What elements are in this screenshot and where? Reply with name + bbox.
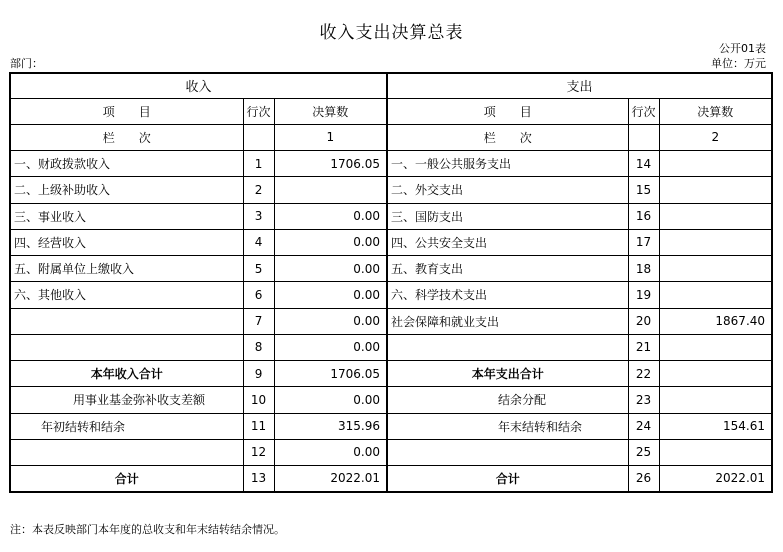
expense-item-cell: 四、公共安全支出 bbox=[387, 229, 628, 255]
income-header: 收入 bbox=[10, 73, 387, 98]
table-row bbox=[10, 203, 772, 229]
expense-rowno-cell: 26 bbox=[628, 466, 659, 492]
income-col-label: 栏 次 bbox=[10, 124, 243, 150]
income-amount-cell: 0.00 bbox=[274, 308, 387, 334]
income-rowno-cell: 2 bbox=[243, 177, 274, 203]
income-amount-cell: 2022.01 bbox=[274, 466, 387, 492]
income-item-cell: 五、附属单位上缴收入 bbox=[10, 256, 243, 282]
section-header-row bbox=[10, 73, 772, 98]
expense-header: 支出 bbox=[387, 73, 772, 98]
expense-rowno-cell: 25 bbox=[628, 439, 659, 465]
expense-item-cell: 本年支出合计 bbox=[387, 361, 628, 387]
expense-item-cell: 二、外交支出 bbox=[387, 177, 628, 203]
expense-col-empty bbox=[628, 124, 659, 150]
income-rowno-cell: 6 bbox=[243, 282, 274, 308]
unit-label: 单位：万元 bbox=[711, 57, 766, 70]
income-rowno-cell: 10 bbox=[243, 387, 274, 413]
income-rowno-cell: 4 bbox=[243, 229, 274, 255]
table-body bbox=[10, 151, 772, 492]
income-rowno-cell: 1 bbox=[243, 151, 274, 177]
column-header-row bbox=[10, 98, 772, 124]
expense-amount-cell: 2022.01 bbox=[659, 466, 772, 492]
expense-item-cell: 社会保障和就业支出 bbox=[387, 308, 628, 334]
expense-amount-cell bbox=[659, 361, 772, 387]
expense-amount-cell bbox=[659, 256, 772, 282]
expense-rowno-cell: 22 bbox=[628, 361, 659, 387]
expense-col-number: 2 bbox=[659, 124, 772, 150]
expense-item-cell bbox=[387, 439, 628, 465]
expense-item-cell: 年末结转和结余 bbox=[387, 413, 628, 439]
expense-item-cell bbox=[387, 334, 628, 360]
expense-item-cell: 六、科学技术支出 bbox=[387, 282, 628, 308]
table-row bbox=[10, 229, 772, 255]
income-rowno-cell: 3 bbox=[243, 203, 274, 229]
income-rowno-cell: 9 bbox=[243, 361, 274, 387]
income-col-number: 1 bbox=[274, 124, 387, 150]
income-amount-cell: 0.00 bbox=[274, 229, 387, 255]
expense-item-header: 项 目 bbox=[387, 98, 628, 124]
income-item-cell bbox=[10, 439, 243, 465]
column-number-row bbox=[10, 124, 772, 150]
income-rowno-header: 行次 bbox=[243, 98, 274, 124]
expense-item-cell: 五、教育支出 bbox=[387, 256, 628, 282]
income-amount-cell: 0.00 bbox=[274, 439, 387, 465]
income-rowno-cell: 12 bbox=[243, 439, 274, 465]
income-amount-cell: 0.00 bbox=[274, 387, 387, 413]
table-row bbox=[10, 282, 772, 308]
expense-rowno-header: 行次 bbox=[628, 98, 659, 124]
table-row bbox=[10, 177, 772, 203]
expense-rowno-cell: 24 bbox=[628, 413, 659, 439]
income-rowno-cell: 8 bbox=[243, 334, 274, 360]
income-amount-cell: 0.00 bbox=[274, 282, 387, 308]
income-col-empty bbox=[243, 124, 274, 150]
income-item-cell: 二、上级补助收入 bbox=[10, 177, 243, 203]
income-amount-cell bbox=[274, 177, 387, 203]
expense-amount-cell: 154.61 bbox=[659, 413, 772, 439]
income-rowno-cell: 7 bbox=[243, 308, 274, 334]
table-row bbox=[10, 256, 772, 282]
income-amount-header: 决算数 bbox=[274, 98, 387, 124]
income-item-cell: 三、事业收入 bbox=[10, 203, 243, 229]
income-rowno-cell: 5 bbox=[243, 256, 274, 282]
income-item-cell bbox=[10, 308, 243, 334]
table-row bbox=[10, 413, 772, 439]
income-item-cell: 用事业基金弥补收支差额 bbox=[10, 387, 243, 413]
expense-amount-cell bbox=[659, 177, 772, 203]
table-row bbox=[10, 439, 772, 465]
expense-item-cell: 结余分配 bbox=[387, 387, 628, 413]
department-label: 部门： bbox=[10, 57, 43, 70]
income-item-cell: 六、其他收入 bbox=[10, 282, 243, 308]
income-item-cell: 年初结转和结余 bbox=[10, 413, 243, 439]
income-amount-cell: 0.00 bbox=[274, 203, 387, 229]
income-amount-cell: 1706.05 bbox=[274, 151, 387, 177]
expense-rowno-cell: 14 bbox=[628, 151, 659, 177]
expense-amount-cell bbox=[659, 439, 772, 465]
expense-rowno-cell: 20 bbox=[628, 308, 659, 334]
expense-rowno-cell: 21 bbox=[628, 334, 659, 360]
table-row bbox=[10, 151, 772, 177]
table-row bbox=[10, 361, 772, 387]
expense-rowno-cell: 16 bbox=[628, 203, 659, 229]
table-row bbox=[10, 308, 772, 334]
expense-rowno-cell: 18 bbox=[628, 256, 659, 282]
income-amount-cell: 0.00 bbox=[274, 334, 387, 360]
income-amount-cell: 0.00 bbox=[274, 256, 387, 282]
expense-amount-cell bbox=[659, 151, 772, 177]
income-item-header: 项 目 bbox=[10, 98, 243, 124]
expense-rowno-cell: 15 bbox=[628, 177, 659, 203]
expense-rowno-cell: 19 bbox=[628, 282, 659, 308]
expense-item-cell: 三、国防支出 bbox=[387, 203, 628, 229]
expense-amount-cell bbox=[659, 203, 772, 229]
income-item-cell: 一、财政拨款收入 bbox=[10, 151, 243, 177]
table-row bbox=[10, 466, 772, 492]
report-title: 收入支出决算总表 bbox=[319, 23, 464, 43]
footnote: 注：本表反映部门本年度的总收支和年末结转结余情况。 bbox=[10, 523, 285, 536]
expense-amount-cell: 1867.40 bbox=[659, 308, 772, 334]
expense-item-cell: 一、一般公共服务支出 bbox=[387, 151, 628, 177]
expense-amount-cell bbox=[659, 229, 772, 255]
table-row bbox=[10, 387, 772, 413]
income-item-cell: 合计 bbox=[10, 466, 243, 492]
table-row bbox=[10, 334, 772, 360]
income-amount-cell: 1706.05 bbox=[274, 361, 387, 387]
expense-amount-header: 决算数 bbox=[659, 98, 772, 124]
expense-item-cell: 合计 bbox=[387, 466, 628, 492]
income-item-cell: 四、经营收入 bbox=[10, 229, 243, 255]
expense-amount-cell bbox=[659, 387, 772, 413]
form-code: 公开01表 bbox=[719, 42, 766, 55]
expense-amount-cell bbox=[659, 334, 772, 360]
income-amount-cell: 315.96 bbox=[274, 413, 387, 439]
income-rowno-cell: 13 bbox=[243, 466, 274, 492]
expense-rowno-cell: 17 bbox=[628, 229, 659, 255]
income-item-cell: 本年收入合计 bbox=[10, 361, 243, 387]
income-rowno-cell: 11 bbox=[243, 413, 274, 439]
expense-col-label: 栏 次 bbox=[387, 124, 628, 150]
income-item-cell bbox=[10, 334, 243, 360]
expense-rowno-cell: 23 bbox=[628, 387, 659, 413]
expense-amount-cell bbox=[659, 282, 772, 308]
budget-summary-table bbox=[9, 72, 773, 493]
